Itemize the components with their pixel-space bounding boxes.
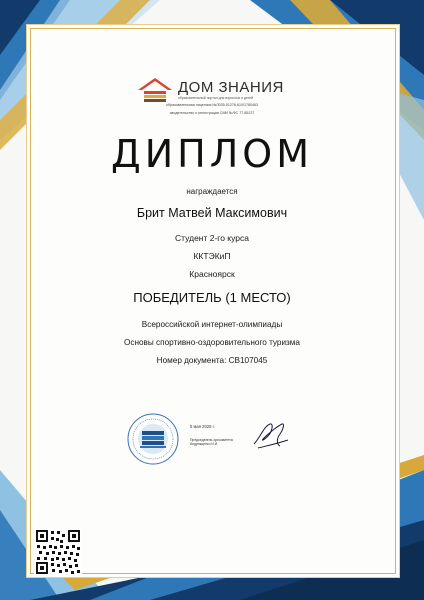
event-name: Всероссийской интернет-олимпиады [141, 320, 283, 329]
recipient-name: Брит Матвей Максимович [136, 206, 288, 220]
awarded-label: награждается [186, 187, 238, 196]
org-tagline: образовательный портал для взрослых и детей [178, 96, 254, 100]
license-text: образовательная лицензия №Л035-01276-61/01780463 [165, 103, 259, 107]
signer-name: Андрющенко И.И. [190, 442, 219, 447]
signer-role-title: Председатель оргкомитета [190, 438, 233, 442]
recipient-institution: ККТЭКиП [193, 251, 231, 261]
issue-date: 5 мая 2025 г. [190, 424, 215, 429]
registration-text: свидетельство о регистрации СМИ №ФС 77-85137 [169, 111, 255, 115]
award-result: ПОБЕДИТЕЛЬ (1 МЕСТО) [133, 290, 291, 305]
document-number: Номер документа: CB107045 [156, 356, 268, 365]
recipient-status: Студент 2-го курса [175, 233, 249, 243]
diploma-title: ДИПЛОМ [111, 132, 313, 176]
event-subject: Основы спортивно-оздоровительного туризма [124, 338, 300, 347]
seal-stamp-icon [126, 412, 180, 466]
org-logo [136, 76, 296, 126]
handwritten-signature [250, 418, 292, 452]
house-books-icon [136, 76, 174, 106]
qr-code[interactable] [34, 528, 82, 576]
org-name: ДОМ ЗНАНИЯ [178, 79, 284, 96]
recipient-city: Красноярск [189, 269, 235, 279]
